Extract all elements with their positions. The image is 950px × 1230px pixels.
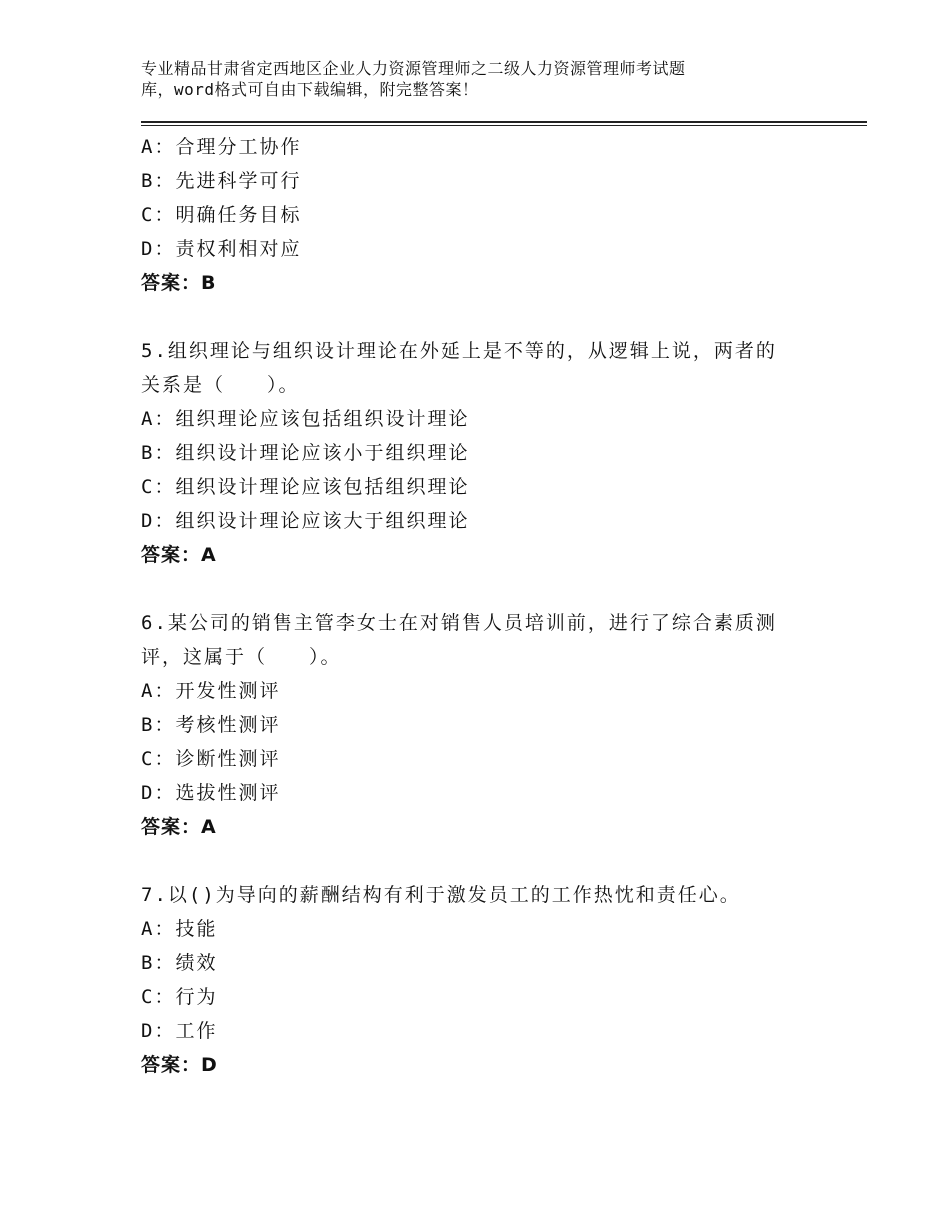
- question-stem: 5.组织理论与组织设计理论在外延上是不等的，从逻辑上说，两者的: [141, 340, 777, 362]
- option-a: A：技能: [141, 918, 218, 940]
- option-d: D：选拔性测评: [141, 782, 281, 804]
- option-c: C：行为: [141, 986, 218, 1008]
- option-a: A：合理分工协作: [141, 136, 302, 158]
- answer-label: 答案：A: [141, 544, 217, 566]
- option-c: C：诊断性测评: [141, 748, 281, 770]
- page-header: [141, 58, 781, 100]
- option-a: A：组织理论应该包括组织设计理论: [141, 408, 470, 430]
- question-stem-continued: 关系是（ ）。: [141, 374, 300, 396]
- option-a: A：开发性测评: [141, 680, 281, 702]
- spacer: [141, 572, 841, 606]
- option-c: C：组织设计理论应该包括组织理论: [141, 476, 470, 498]
- spacer: [141, 300, 841, 334]
- question-5: [141, 334, 841, 572]
- spacer: [141, 844, 841, 878]
- option-b: B：绩效: [141, 952, 218, 974]
- option-d: D：责权利相对应: [141, 238, 302, 260]
- header-divider: [141, 121, 867, 126]
- question-stem: 7.以()为导向的薪酬结构有利于激发员工的工作热忱和责任心。: [141, 884, 741, 906]
- question-stem: 6.某公司的销售主管李女士在对销售人员培训前，进行了综合素质测: [141, 612, 777, 634]
- answer-label: 答案：D: [141, 1054, 218, 1076]
- option-b: B：先进科学可行: [141, 170, 302, 192]
- option-b: B：组织设计理论应该小于组织理论: [141, 442, 470, 464]
- question-7: [141, 878, 841, 1082]
- question-6: [141, 606, 841, 844]
- question-4: [141, 130, 841, 300]
- option-b: B：考核性测评: [141, 714, 281, 736]
- option-d: D：工作: [141, 1020, 218, 1042]
- question-list: [141, 130, 841, 1082]
- header-line-2: 库，word格式可自由下载编辑，附完整答案！: [141, 80, 479, 99]
- option-d: D：组织设计理论应该大于组织理论: [141, 510, 470, 532]
- question-stem-continued: 评，这属于（ ）。: [141, 646, 342, 668]
- option-c: C：明确任务目标: [141, 204, 302, 226]
- answer-label: 答案：A: [141, 816, 217, 838]
- answer-label: 答案：B: [141, 272, 217, 294]
- header-line-1: 专业精品甘肃省定西地区企业人力资源管理师之二级人力资源管理师考试题: [141, 59, 686, 78]
